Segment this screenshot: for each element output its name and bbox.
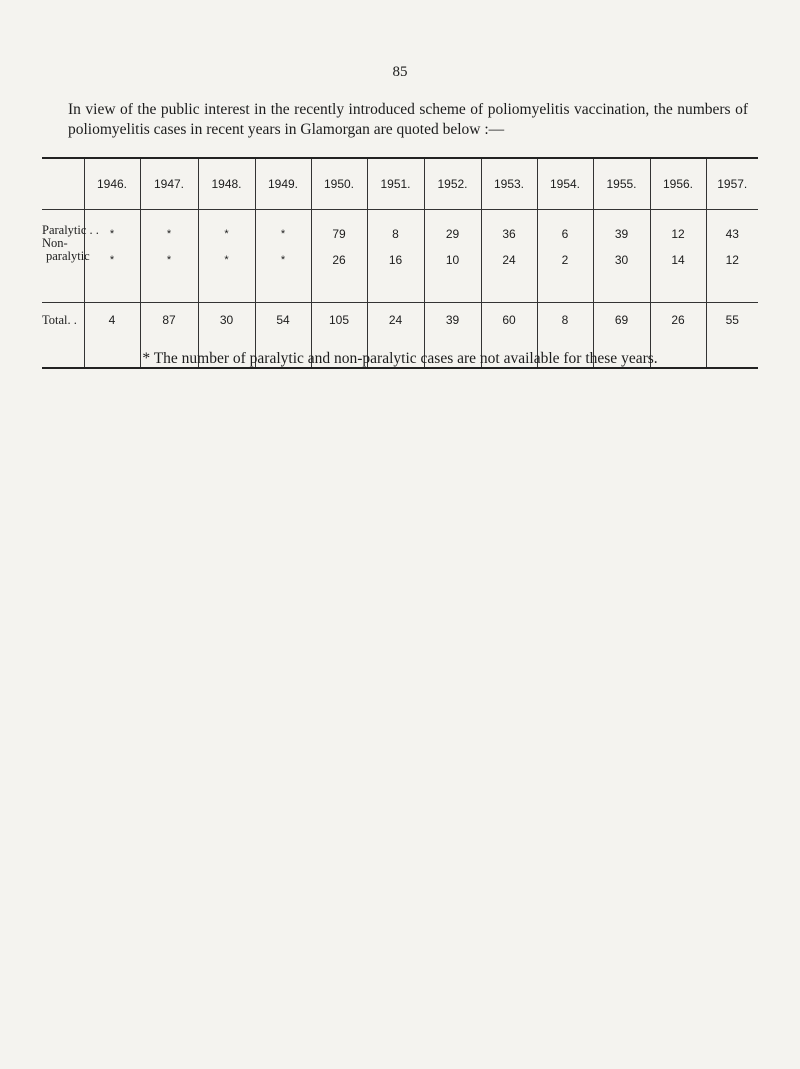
cell-1954 [537, 209, 593, 302]
cell-1947 [140, 209, 198, 302]
total-value: 26 [650, 302, 706, 368]
paralytic-value: 6 [561, 226, 569, 241]
cell-1948 [198, 209, 255, 302]
header-corner [42, 158, 84, 209]
header-row [42, 158, 758, 209]
row-label-total-text: Total. . [42, 312, 77, 327]
non-paralytic-value: 24 [502, 252, 516, 267]
total-value: 105 [311, 302, 367, 368]
header-year: 1956. [650, 158, 706, 209]
paralytic-value: 12 [671, 226, 685, 241]
total-value: 8 [537, 302, 593, 368]
polio-cases-table [42, 157, 758, 369]
non-paralytic-value: 26 [332, 252, 346, 267]
row-label-paralytic-2: paralytic [46, 248, 90, 263]
paralytic-value: 36 [502, 226, 516, 241]
paralytic-value: * [224, 227, 229, 240]
non-paralytic-value: * [280, 253, 286, 266]
paralytic-value: * [166, 227, 172, 240]
cell-1957 [706, 209, 758, 302]
total-value: 69 [593, 302, 650, 368]
paralytic-value: 29 [445, 226, 460, 241]
row-label-non: Non- [42, 235, 68, 250]
header-year: 1951. [367, 158, 424, 209]
cell-1953 [481, 209, 537, 302]
non-paralytic-value: 16 [388, 252, 403, 267]
header-year: 1957. [706, 158, 758, 209]
intro-paragraph: In view of the public interest in the recently introduced scheme of poliomyelitis vaccination, the numbers of poliomyelitis cases in recent years in Glamorgan are quoted below :— [68, 101, 748, 138]
header-year: 1948. [198, 158, 255, 209]
non-paralytic-value: 14 [671, 252, 685, 267]
row-label-cell [42, 209, 99, 302]
paralytic-value: * [109, 227, 115, 240]
paralytic-value: 8 [392, 226, 399, 241]
row-label-paralytic: Paralytic . . [42, 222, 99, 237]
paralytic-value: 43 [725, 226, 739, 241]
paralytic-nonparalytic-row [42, 209, 758, 302]
header-year: 1946. [84, 158, 140, 209]
polio-cases-table-wrapper [42, 157, 758, 369]
cell-1952 [424, 209, 481, 302]
paralytic-value: 79 [332, 226, 346, 241]
total-value: 87 [140, 302, 198, 368]
header-year: 1950. [311, 158, 367, 209]
page-number: 85 [392, 64, 408, 80]
paralytic-value: * [280, 227, 286, 240]
total-value: 54 [255, 302, 311, 368]
header-year: 1955. [593, 158, 650, 209]
total-value: 30 [198, 302, 255, 368]
header-year: 1954. [537, 158, 593, 209]
total-value: 24 [367, 302, 424, 368]
non-paralytic-value: 12 [725, 252, 739, 267]
header-year: 1952. [424, 158, 481, 209]
total-value: 60 [481, 302, 537, 368]
footnote: * The number of paralytic and non-paralytic cases are not available for these years. [142, 350, 658, 367]
total-value: 55 [706, 302, 758, 368]
cell-1951 [367, 209, 424, 302]
header-year: 1953. [481, 158, 537, 209]
total-value: 4 [84, 302, 140, 368]
non-paralytic-value: * [166, 253, 172, 266]
non-paralytic-value: * [109, 253, 115, 266]
paralytic-value: 39 [614, 226, 629, 241]
header-year: 1949. [255, 158, 311, 209]
non-paralytic-value: 30 [614, 252, 629, 267]
cell-1956 [650, 209, 706, 302]
non-paralytic-value: * [224, 253, 229, 266]
total-value: 39 [424, 302, 481, 368]
non-paralytic-value: 2 [561, 252, 569, 267]
cell-1950 [311, 209, 367, 302]
header-year: 1947. [140, 158, 198, 209]
non-paralytic-value: 10 [445, 252, 460, 267]
cell-1955 [593, 209, 650, 302]
cell-1949 [255, 209, 311, 302]
